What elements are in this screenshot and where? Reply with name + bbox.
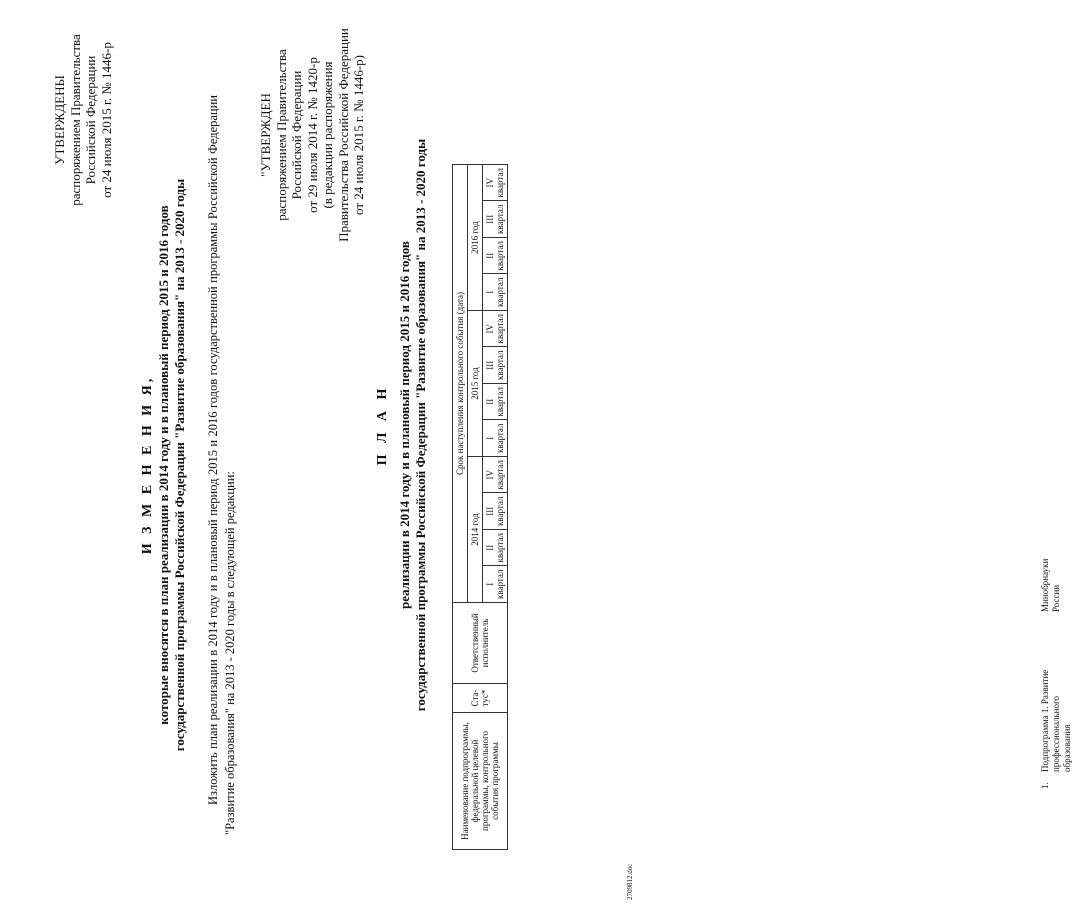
quarter-word: квартал (495, 168, 505, 198)
quarter-num: III (485, 214, 495, 224)
quarter-word: квартал (495, 496, 505, 526)
header-name: Наименование подпрограммы, федеральной целевой программы, контрольного события программы (453, 713, 508, 850)
quarter-word: квартал (495, 533, 505, 563)
header-quarter (483, 420, 508, 457)
quarter-word: квартал (495, 423, 505, 453)
header-quarter (483, 530, 508, 567)
header-quarter (483, 238, 508, 275)
changes-line-1: которые вносятся в план реализации в 2014 году и в плановый период 2015 и 2016 годов (156, 205, 171, 725)
quarter-num: I (485, 436, 495, 440)
header-quarter (483, 347, 508, 384)
quarter-num: IV (485, 470, 495, 480)
approval-stamp-top (52, 5, 114, 235)
header-quarter (483, 493, 508, 530)
approval-line: Российской Федерации (289, 70, 304, 200)
header-quarter (483, 165, 508, 202)
quarter-word: квартал (495, 460, 505, 490)
plan-line-2: государственной программы Российской Федерации "Развитие образования" на 2013 - 2020 годы (413, 138, 428, 712)
row-number: 1. (1040, 782, 1050, 789)
quarter-num: II (485, 544, 495, 551)
approval-stamp-plan (258, 0, 367, 285)
approval-line: Правительства Российской Федерации (335, 28, 351, 242)
plan-title (375, 55, 429, 795)
row-responsible: Минобрнауки России (1040, 558, 1061, 612)
plan-heading: П Л А Н (375, 384, 390, 466)
footer-file-code: 2709812.doc (626, 863, 634, 900)
changes-heading: И З М Е Н Е Н И Я, (140, 375, 155, 555)
header-quarter (483, 274, 508, 311)
quarter-num: III (485, 360, 495, 370)
header-quarter (483, 384, 508, 421)
quarter-num: II (485, 252, 495, 259)
plan-table (452, 164, 508, 850)
header-quarter (483, 566, 508, 603)
quarter-num: II (485, 398, 495, 405)
header-year-2015: 2015 год (468, 311, 483, 457)
table-header-row (453, 165, 468, 850)
header-deadline: Срок наступления контрольного события (дата) (453, 165, 468, 603)
header-quarter (483, 457, 508, 494)
quarter-word: квартал (495, 350, 505, 380)
quarter-word: квартал (495, 387, 505, 417)
quarter-num: I (485, 290, 495, 294)
header-quarter (483, 311, 508, 348)
approval-line: распоряжением Правительства (273, 49, 289, 221)
quarter-num: IV (485, 324, 495, 334)
changes-title (140, 95, 188, 835)
quarter-num: III (485, 506, 495, 516)
header-status: Ста-тус* (453, 684, 508, 713)
quarter-num: I (485, 582, 495, 586)
approval-line: от 24 июля 2015 г. № 1446-р (98, 42, 114, 198)
quarter-word: квартал (495, 277, 505, 307)
approval-line: распоряжением Правительства (67, 34, 83, 206)
quarter-word: квартал (495, 314, 505, 344)
intro-paragraph: Изложить план реализации в 2014 году и в плановый период 2015 и 2016 годов государственной программы Российской Федерации "Развитие образования" на 2013 - 2020 годы в следующей редакции: (206, 95, 237, 835)
header-responsible: Ответственный исполнитель (453, 603, 508, 684)
quarter-num: IV (485, 178, 495, 188)
approval-line: "УТВЕРЖДЕН (258, 93, 273, 177)
approval-line: от 29 июля 2014 г. № 1420-р (304, 57, 320, 213)
approval-line: от 24 июля 2015 г. № 1446-р) (351, 55, 366, 215)
approval-line: (в редакции распоряжения (320, 61, 335, 209)
quarter-word: квартал (495, 569, 505, 599)
plan-line-1: реализации в 2014 году и в плановый период 2015 и 2016 годов (397, 241, 412, 609)
quarter-word: квартал (495, 241, 505, 271)
approval-line: УТВЕРЖДЕНЫ (52, 75, 67, 165)
changes-line-2: государственной программы Российской Федерации "Развитие образования" на 2013 - 2020 годы (172, 178, 187, 752)
approval-line: Российской Федерации (83, 55, 98, 185)
header-year-2014: 2014 год (468, 457, 483, 603)
header-quarter (483, 201, 508, 238)
header-year-2016: 2016 год (468, 165, 483, 311)
quarter-word: квартал (495, 204, 505, 234)
row-name: Подпрограмма 1. Развитие профессионального образования (1040, 669, 1072, 772)
